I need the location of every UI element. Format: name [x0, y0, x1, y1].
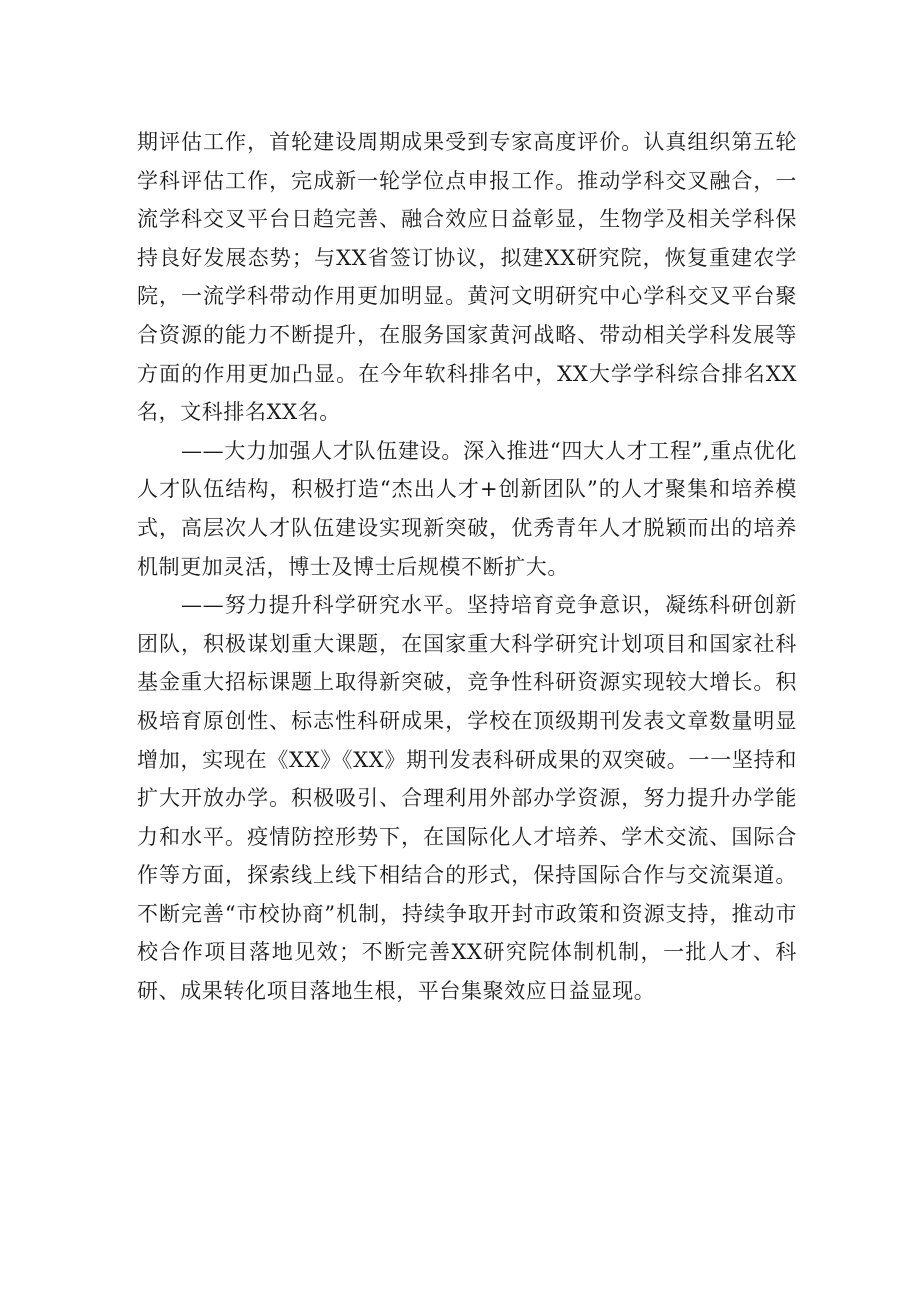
paragraph-continued: 期评估工作，首轮建设周期成果受到专家高度评价。认真组织第五轮学科评估工作，完成新一轮学位点申报工作。推动学科交叉融合，一流学科交叉平台日趋完善、融合效应日益彰显，生物学及相关学科保持良好发展态势；与XX省签订协议，拟建XX研究院，恢复重建农学院，一流学科带动作用更加明显。黄河文明研究中心学科交叉平台聚合资源的能力不断提升，在服务国家黄河战略、带动相关学科发展等方面的作用更加凸显。在今年软科排名中，XX大学学科综合排名XX名，文科排名XX名。: [137, 130, 797, 425]
document-body: [137, 123, 797, 1011]
paragraph-talent: ——大力加强人才队伍建设。深入推进“四大人才工程”,重点优化人才队伍结构，积极打造“杰出人才+创新团队”的人才聚集和培养模式，高层次人才队伍建设实现新突破，优秀青年人才脱颖而出的培养机制更加灵活，博士及博士后规模不断扩大。: [137, 438, 797, 579]
paragraph-research: ——努力提升科学研究水平。坚持培育竞争意识，凝练科研创新团队，积极谋划重大课题，在国家重大科学研究计划项目和国家社科基金重大招标课题上取得新突破，竞争性科研资源实现较大增长。积极培育原创性、标志性科研成果，学校在顶级期刊发表文章数量明显增加，实现在《XX》《XX》期刊发表科研成果的双突破。一一坚持和扩大开放办学。积极吸引、合理利用外部办学资源，努力提升办学能力和水平。疫情防控形势下，在国际化人才培养、学术交流、国际合作等方面，探索线上线下相结合的形式，保持国际合作与交流渠道。不断完善“市校协商”机制，持续争取开封市政策和资源支持，推动市校合作项目落地见效；不断完善XX研究院体制机制，一批人才、科研、成果转化项目落地生根，平台集聚效应日益显现。: [137, 593, 797, 1004]
